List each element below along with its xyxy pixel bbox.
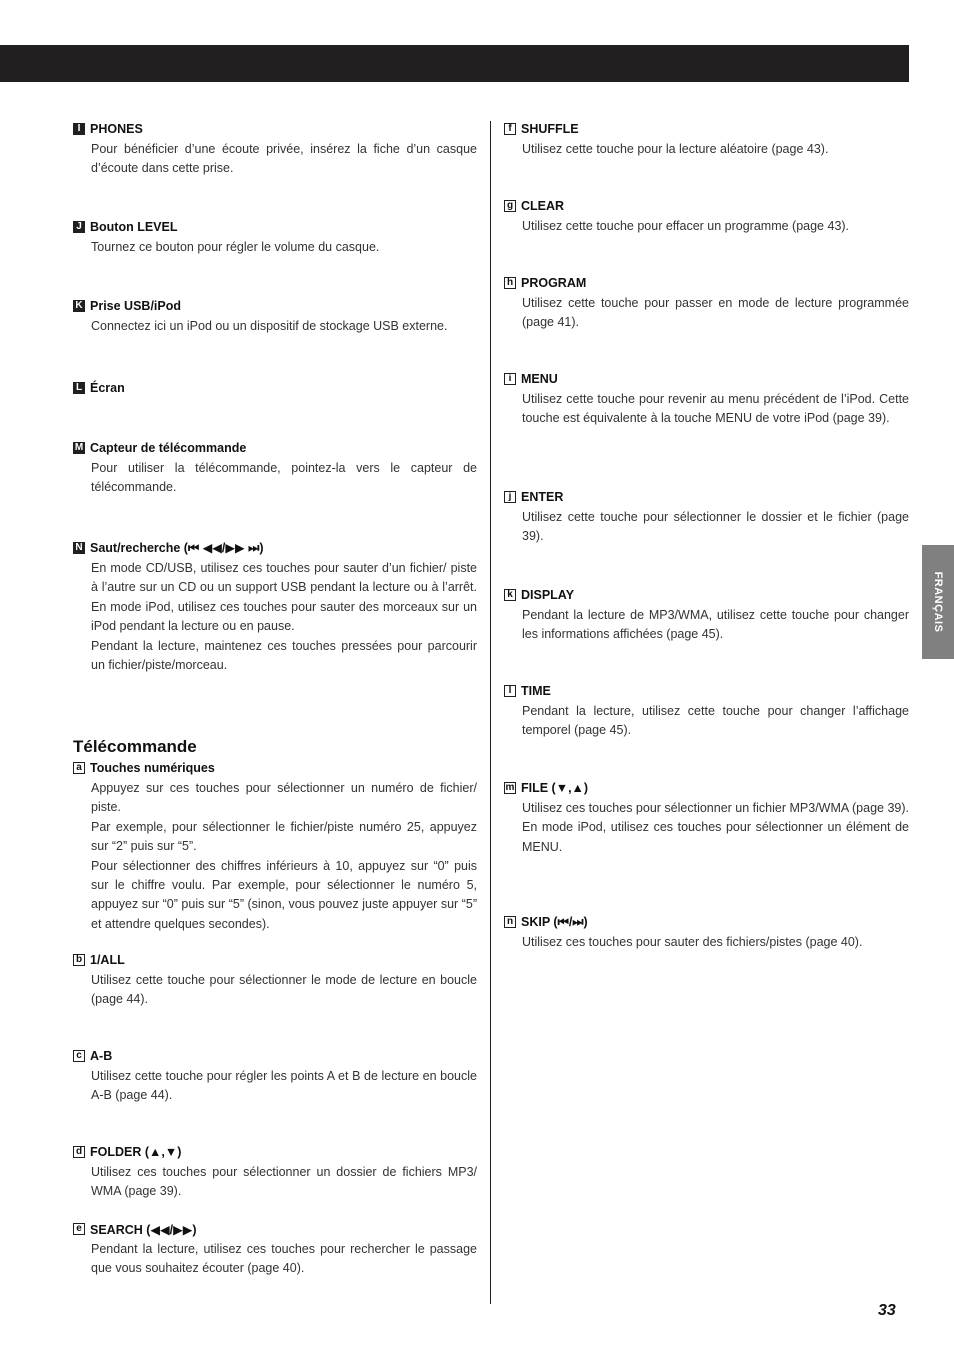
list-item [73, 440, 477, 498]
item-text: Connectez ici un iPod ou un dispositif de stockage USB externe. [91, 319, 448, 333]
item-marker: c [73, 1050, 85, 1062]
item-title: Saut/recherche (⏮ ◀◀/▶▶ ⏭) [90, 541, 264, 555]
item-text: Utilisez cette touche pour la lecture aléatoire (page 43). [522, 142, 829, 156]
item-title: DISPLAY [521, 588, 575, 602]
item-marker: h [504, 277, 516, 289]
item-title: SEARCH (◀◀/▶▶) [90, 1222, 197, 1237]
list-item [73, 298, 477, 336]
language-tab-label: FRANÇAIS [932, 571, 944, 633]
right-column [504, 0, 909, 1300]
item-text: Utilisez ces touches pour sélectionner un dossier de fichiers MP3/ WMA (page 39). [91, 1165, 477, 1199]
item-title: Bouton LEVEL [90, 220, 178, 234]
list-item [73, 380, 477, 396]
list-item [504, 587, 909, 645]
item-marker: K [73, 300, 85, 312]
item-title: MENU [521, 372, 558, 386]
item-text: Pendant la lecture de MP3/WMA, utilisez cette touche pour changer les informations affichées (page 45). [522, 608, 909, 642]
left-column [73, 0, 477, 1300]
list-item [73, 760, 477, 934]
item-text: Tournez ce bouton pour régler le volume du casque. [91, 240, 380, 254]
item-text: Utilisez cette touche pour sélectionner le mode de lecture en boucle (page 44). [91, 973, 477, 1007]
item-text: Utilisez ces touches pour sélectionner un fichier MP3/WMA (page 39). En mode iPod, utilisez ces touches pour sélectionner un élément de MENU. [522, 801, 909, 854]
item-marker: l [504, 685, 516, 697]
language-tab [922, 545, 954, 659]
item-text: Utilisez cette touche pour régler les points A et B de lecture en boucle A-B (page 44). [91, 1069, 477, 1103]
column-divider [490, 121, 491, 1304]
item-text: Utilisez ces touches pour sauter des fichiers/pistes (page 40). [522, 935, 863, 949]
item-title: FILE (▼,▲) [521, 781, 589, 795]
item-marker: n [504, 916, 516, 928]
item-marker: d [73, 1146, 85, 1158]
list-item [504, 121, 909, 159]
item-text: Appuyez sur ces touches pour sélectionner un numéro de fichier/ piste. Par exemple, pour sélectionner le fichier/piste numéro 25, appuyez sur “2” puis sur “5”. Pour sélectionner des chiffres inférieurs à 10, appuyez sur “0” puis sur le chiffre voulu. Par exemple, pour sélectionner le numéro 5, appuyez sur “0” puis sur “5” (sinon, vous pouvez juste appuyer sur “5” et attendre quelques secondes). [91, 781, 477, 931]
list-item [73, 952, 477, 1010]
item-marker: i [504, 373, 516, 385]
item-marker: I [73, 123, 85, 135]
item-title: Capteur de télécommande [90, 441, 247, 455]
item-marker: e [73, 1223, 85, 1235]
item-marker: b [73, 954, 85, 966]
section-title: Télécommande [73, 737, 197, 756]
list-item [73, 219, 477, 257]
list-item [504, 275, 909, 333]
item-marker: N [73, 542, 85, 554]
item-title: Écran [90, 381, 125, 395]
item-title: A-B [90, 1049, 113, 1063]
list-item [73, 540, 477, 675]
list-item [504, 489, 909, 547]
item-title: PHONES [90, 122, 143, 136]
item-text: Pour utiliser la télécommande, pointez-la vers le capteur de télécommande. [91, 461, 477, 495]
list-item [73, 1048, 477, 1106]
page-number: 33 [878, 1302, 896, 1319]
item-title: PROGRAM [521, 276, 587, 290]
item-marker: J [73, 221, 85, 233]
item-title: ENTER [521, 490, 564, 504]
list-item [504, 683, 909, 741]
item-marker: j [504, 491, 516, 503]
item-text: En mode CD/USB, utilisez ces touches pour sauter d’un fichier/ piste à l’autre sur un CD ou un support USB pendant la lecture ou à l’arrêt. En mode iPod, utilisez ces touches pour sauter des morceaux sur un iPod pendant la lecture ou en pause. Pendant la lecture, maintenez ces touches pressées pour parcourir un fichier/piste/morceau. [91, 561, 477, 673]
list-item [504, 914, 909, 952]
item-title: FOLDER (▲,▼) [90, 1145, 182, 1159]
list-item [504, 371, 909, 429]
list-item [73, 121, 477, 179]
item-title: TIME [521, 684, 551, 698]
item-text: Pour bénéficier d’une écoute privée, insérez la fiche d’un casque d’écoute dans cette prise. [91, 142, 477, 176]
item-title: SHUFFLE [521, 122, 579, 136]
list-item [504, 198, 909, 236]
item-title: Prise USB/iPod [90, 299, 181, 313]
list-item [73, 1144, 477, 1202]
item-marker: m [505, 782, 515, 793]
item-text: Utilisez cette touche pour sélectionner le dossier et le fichier (page 39). [522, 510, 909, 544]
item-marker: k [504, 589, 516, 601]
item-text: Utilisez cette touche pour revenir au menu précédent de l’iPod. Cette touche est équivalente à la touche MENU de votre iPod (page 39). [522, 392, 909, 426]
item-text: Pendant la lecture, utilisez cette touche pour changer l’affichage temporel (page 45). [522, 704, 909, 738]
item-text: Pendant la lecture, utilisez ces touches pour rechercher le passage que vous souhaitez écouter (page 40). [91, 1242, 477, 1276]
item-marker: a [73, 762, 85, 774]
item-marker: M [74, 442, 84, 453]
item-marker: f [504, 123, 516, 135]
list-item [73, 1221, 477, 1279]
item-title: 1/ALL [90, 953, 125, 967]
item-marker: L [73, 382, 85, 394]
item-marker: g [504, 200, 516, 212]
item-title: SKIP (⏮/⏭) [521, 914, 588, 929]
item-title: CLEAR [521, 199, 565, 213]
item-text: Utilisez cette touche pour passer en mode de lecture programmée (page 41). [522, 296, 909, 330]
list-item [504, 780, 909, 857]
item-text: Utilisez cette touche pour effacer un programme (page 43). [522, 219, 850, 233]
item-title: Touches numériques [90, 761, 215, 775]
